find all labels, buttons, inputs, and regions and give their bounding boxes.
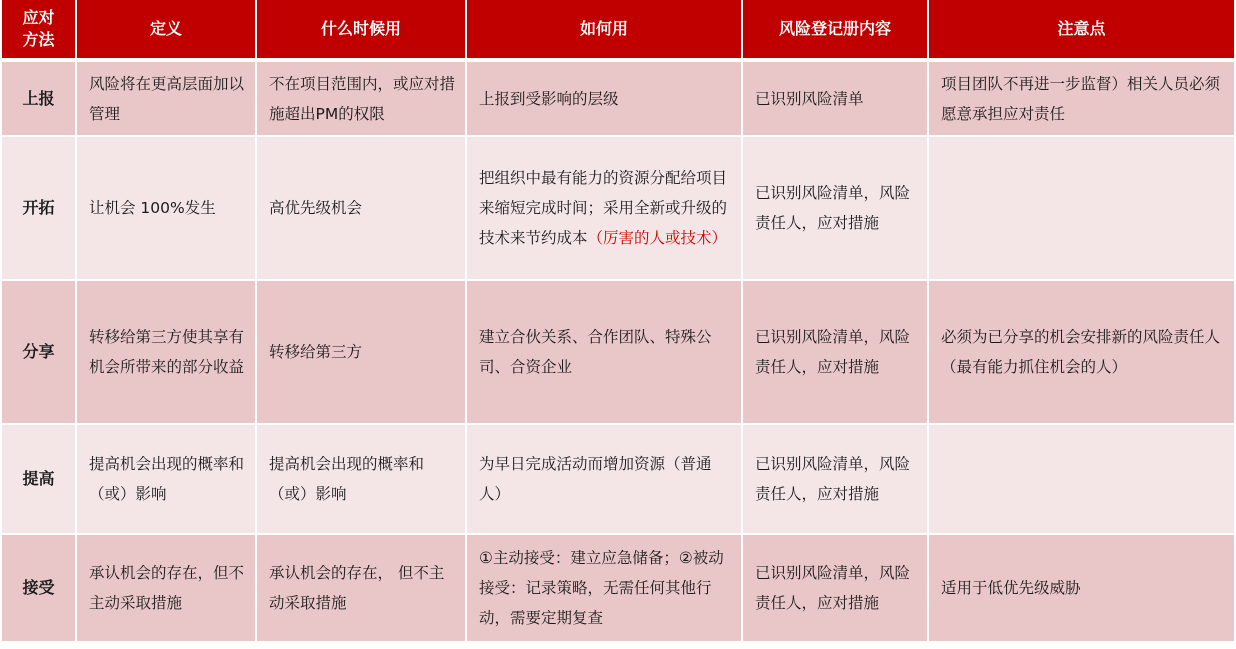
- cell-definition: 提高机会出现的概率和（或）影响: [76, 424, 256, 534]
- cell-register: 已识别风险清单，风险责任人，应对措施: [742, 280, 928, 424]
- header-method: [2, 0, 76, 60]
- header-how: 如何用: [466, 0, 742, 60]
- table-header-row: [2, 0, 1234, 60]
- row-name: 分享: [2, 280, 76, 424]
- header-method-text: 应对方法: [22, 8, 55, 49]
- cell-note: 项目团队不再进一步监督）相关人员必须愿意承担应对责任: [928, 60, 1234, 136]
- cell-how: 建立合伙关系、合作团队、特殊公司、合资企业: [466, 280, 742, 424]
- cell-definition: 承认机会的存在，但不主动采取措施: [76, 534, 256, 642]
- cell-how: 上报到受影响的层级: [466, 60, 742, 136]
- cell-register: 已识别风险清单，风险责任人，应对措施: [742, 136, 928, 280]
- cell-when: 转移给第三方: [256, 280, 466, 424]
- cell-definition: 转移给第三方使其享有机会所带来的部分收益: [76, 280, 256, 424]
- cell-note: 必须为已分享的机会安排新的风险责任人（最有能力抓住机会的人）: [928, 280, 1234, 424]
- opportunity-response-table: [2, 0, 1234, 643]
- cell-when: 高优先级机会: [256, 136, 466, 280]
- cell-how-highlight: （厉害的人或技术）: [587, 229, 728, 247]
- cell-definition: 风险将在更高层面加以管理: [76, 60, 256, 136]
- table-row: [2, 534, 1234, 642]
- cell-how: [466, 136, 742, 280]
- table-row: [2, 280, 1234, 424]
- cell-register: 已识别风险清单: [742, 60, 928, 136]
- cell-note: 适用于低优先级威胁: [928, 534, 1234, 642]
- header-note: 注意点: [928, 0, 1234, 60]
- cell-note: [928, 424, 1234, 534]
- cell-register: 已识别风险清单，风险责任人，应对措施: [742, 424, 928, 534]
- cell-register: 已识别风险清单，风险责任人，应对措施: [742, 534, 928, 642]
- row-name: 提高: [2, 424, 76, 534]
- cell-definition: 让机会 100%发生: [76, 136, 256, 280]
- table-row: [2, 424, 1234, 534]
- header-when: 什么时候用: [256, 0, 466, 60]
- header-definition: 定义: [76, 0, 256, 60]
- cell-how-text: 把组织中最有能力的资源分配给项目来缩短完成时间；采用全新或升级的技术来节约成本: [479, 169, 728, 247]
- cell-how: 为早日完成活动而增加资源（普通人）: [466, 424, 742, 534]
- table-row: [2, 136, 1234, 280]
- header-register: 风险登记册内容: [742, 0, 928, 60]
- cell-when: 提高机会出现的概率和（或）影响: [256, 424, 466, 534]
- cell-note: [928, 136, 1234, 280]
- cell-how: ①主动接受：建立应急储备；②被动接受：记录策略，无需任何其他行动，需要定期复查: [466, 534, 742, 642]
- cell-when: 承认机会的存在， 但不主动采取措施: [256, 534, 466, 642]
- table-row: [2, 60, 1234, 136]
- row-name: 开拓: [2, 136, 76, 280]
- cell-when: 不在项目范围内，或应对措施超出PM的权限: [256, 60, 466, 136]
- row-name: 上报: [2, 60, 76, 136]
- row-name: 接受: [2, 534, 76, 642]
